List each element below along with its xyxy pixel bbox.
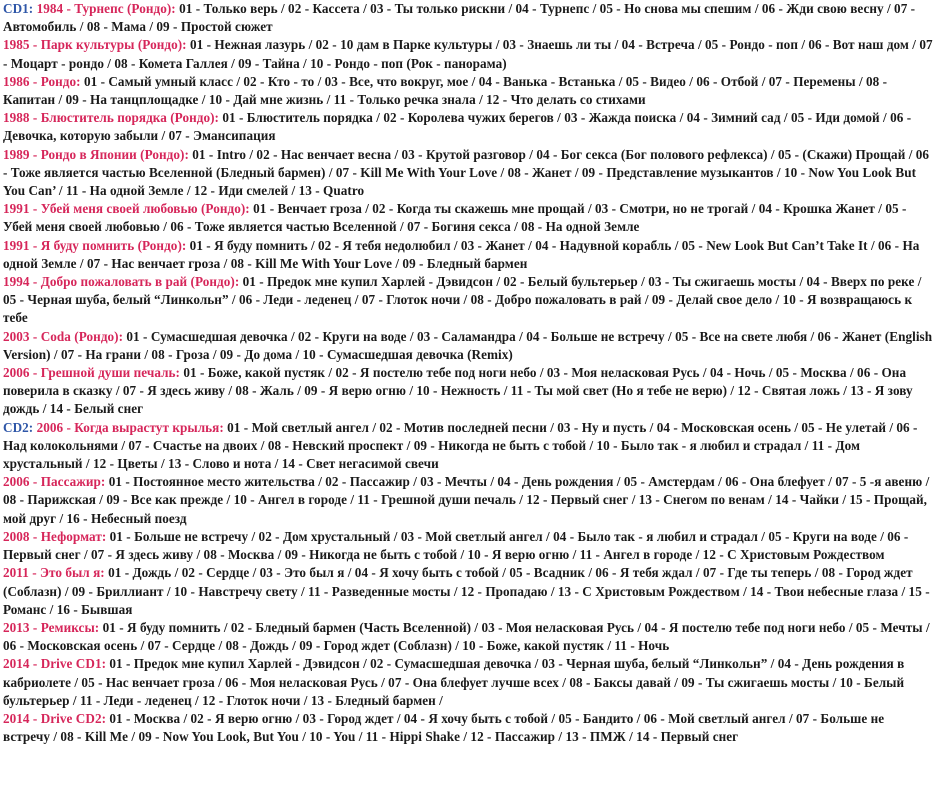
disc-label: CD1: bbox=[3, 1, 37, 16]
album-heading: 1986 - Рондо: bbox=[3, 73, 81, 89]
album-entry bbox=[3, 200, 934, 236]
album-entry bbox=[3, 528, 934, 564]
track-list: 01 - Блюститель порядка / 02 - Королева чужих берегов / 03 - Жажда поиска / 04 - Зимний сад / 05 - Иди домой / 06 - Девочка, которую забыли / 07 - Эмансипация bbox=[3, 110, 912, 144]
album-heading: 2011 - Это был я: bbox=[3, 565, 105, 581]
album-heading: 2014 - Drive CD1: bbox=[3, 656, 107, 672]
album-entry bbox=[3, 328, 934, 364]
album-heading: 1994 - Добро пожаловать в рай (Рондо): bbox=[3, 274, 240, 290]
track-list: 01 - Сумасшедшая девочка / 02 - Круги на воде / 03 - Саламандра / 04 - Больше не встречу / 05 - Все на свете любя / 06 - Жанет (English Version) / 07 - На грани / 08 - Гроза / 09 - До дома / 10 - Сумасшедшая девочка (Remix) bbox=[3, 328, 933, 362]
album-heading: 1991 - Я буду помнить (Рондо): bbox=[3, 237, 187, 253]
track-list: 01 - Постоянное место жительства / 02 - Пассажир / 03 - Мечты / 04 - День рождения / 05 - Амстердам / 06 - Она блефует / 07 - 5 -я авеню / 08 - Парижская / 09 - Все как прежде / 10 - Ангел в городе / 11 - Грешной души печаль / 12 - Первый снег / 13 - Снегом по венам / 14 - Чайки / 15 - Прощай, мой друг / 16 - Небесный поезд bbox=[3, 474, 930, 526]
album-entry bbox=[3, 419, 934, 474]
album-heading: 2008 - Неформат: bbox=[3, 528, 107, 544]
album-entry bbox=[3, 0, 934, 36]
track-list: 01 - Мой светлый ангел / 02 - Мотив последней песни / 03 - Ну и пусть / 04 - Московская осень / 05 - Не улетай / 06 - Над колокольнями / 07 - Счастье на двоих / 08 - Невский проспект / 09 - Никогда не быть с тобой / 10 - Было так - я любил и страдал / 11 - Дом хрустальный / 12 - Цветы / 13 - Слово и нота / 14 - Свет негасимой свечи bbox=[3, 419, 918, 472]
track-list: 01 - Больше не встречу / 02 - Дом хрустальный / 03 - Мой светлый ангел / 04 - Было так - я любил и страдал / 05 - Круги на воде / 06 - Первый снег / 07 - Я здесь живу / 08 - Москва / 09 - Никогда не быть с тобой / 10 - Я верю огню / 11 - Ангел в городе / 12 - С Христовым Рождеством bbox=[3, 528, 909, 563]
album-entry bbox=[3, 237, 934, 273]
album-heading: 2006 - Когда вырастут крылья: bbox=[36, 419, 224, 435]
track-list: 01 - Боже, какой пустяк / 02 - Я постелю тебе под ноги небо / 03 - Моя неласковая Русь / 04 - Ночь / 05 - Москва / 06 - Она поверила в сказку / 07 - Я здесь живу / 08 - Жаль / 09 - Я верю огню / 10 - Нежность / 11 - Ты мой свет (Но я тебе не верю) / 12 - Святая ложь / 13 - Я зову дождь / 14 - Белый снег bbox=[3, 365, 913, 417]
track-list: 01 - Нежная лазурь / 02 - 10 дам в Парке культуры / 03 - Знаешь ли ты / 04 - Встреча / 05 - Рондо - поп / 06 - Вот наш дом / 07 - Моцарт - рондо / 08 - Комета Галлея / 09 - Тайна / 10 - Рондо - поп (Рок - панорама) bbox=[3, 37, 933, 71]
album-entry bbox=[3, 710, 934, 746]
album-heading: 1989 - Рондо в Японии (Рондо): bbox=[3, 146, 189, 162]
album-heading: 1984 - Турнепс (Рондо): bbox=[36, 1, 176, 16]
album-entry bbox=[3, 273, 934, 328]
album-entry bbox=[3, 564, 934, 619]
track-list: 01 - Intro / 02 - Нас венчает весна / 03 - Крутой разговор / 04 - Бог секса (Бог полового рефлекса) / 05 - (Скажи) Прощай / 06 - Тоже является частью Вселенной (Бледный бармен) / 07 - Kill Me With Your Love / 08 - Жанет / 09 - Представление музыкантов / 10 - Now You Look But You Can’ / 11 - На одной Земле / 12 - Иди смелей / 13 - Quatro bbox=[3, 146, 930, 199]
album-entry bbox=[3, 109, 934, 145]
album-heading: 2014 - Drive CD2: bbox=[3, 710, 107, 726]
track-list: 01 - Я буду помнить / 02 - Я тебя недолюбил / 03 - Жанет / 04 - Надувной корабль / 05 - New Look But Can’t Take It / 06 - На одной Земле / 07 - Нас венчает гроза / 08 - Kill Me With Your Love / 09 - Бледный бармен bbox=[3, 237, 920, 271]
album-heading: 1988 - Блюститель порядка (Рондо): bbox=[3, 110, 219, 126]
track-list: 01 - Москва / 02 - Я верю огню / 03 - Город ждет / 04 - Я хочу быть с тобой / 05 - Бандито / 06 - Мой светлый ангел / 07 - Больше не встречу / 08 - Kill Me / 09 - Now You Look, But You / 10 - You / 11 - Hippi Shake / 12 - Пассажир / 13 - ПМЖ / 14 - Первый снег bbox=[3, 710, 885, 745]
album-heading: 2006 - Пассажир: bbox=[3, 474, 106, 490]
album-entry bbox=[3, 364, 934, 419]
track-list: 01 - Только верь / 02 - Кассета / 03 - Ты только рискни / 04 - Турнепс / 05 - Но снова мы спешим / 06 - Жди свою весну / 07 - Автомобиль / 08 - Мама / 09 - Простой сюжет bbox=[3, 1, 916, 35]
track-list: 01 - Предок мне купил Харлей - Дэвидсон / 02 - Сумасшедшая девочка / 03 - Черная шуба, белый “Линкольн” / 04 - День рождения в кабриолете / 05 - Нас венчает гроза / 06 - Моя неласковая Русь / 07 - Она блефует лучше всех / 08 - Баксы давай / 09 - Ты сжигаешь мосты / 10 - Белый бультерьер / 11 - Леди - леденец / 12 - Глоток ночи / 13 - Бледный бармен / bbox=[3, 656, 905, 708]
album-entry bbox=[3, 73, 934, 109]
track-list: 01 - Дождь / 02 - Сердце / 03 - Это был я / 04 - Я хочу быть с тобой / 05 - Всадник / 06 - Я тебя ждал / 07 - Где ты теперь / 08 - Город ждет (Соблазн) / 09 - Бриллиант / 10 - Навстречу свету / 11 - Разведенные мосты / 12 - Пропадаю / 13 - С Христовым Рождеством / 14 - Твои небесные глаза / 15 - Романс / 16 - Бывшая bbox=[3, 565, 930, 617]
album-heading: 2003 - Coda (Рондо): bbox=[3, 328, 124, 344]
album-heading: 1985 - Парк культуры (Рондо): bbox=[3, 37, 187, 53]
album-entry bbox=[3, 146, 934, 201]
album-entry bbox=[3, 655, 934, 710]
album-entry bbox=[3, 36, 934, 72]
album-entry bbox=[3, 473, 934, 528]
album-heading: 1991 - Убей меня своей любовью (Рондо): bbox=[3, 201, 250, 217]
album-entry bbox=[3, 619, 934, 655]
track-list: 01 - Я буду помнить / 02 - Бледный бармен (Часть Вселенной) / 03 - Моя неласковая Русь / 04 - Я постелю тебе под ноги небо / 05 - Мечты / 06 - Московская осень / 07 - Сердце / 08 - Дождь / 09 - Город ждет (Соблазн) / 10 - Боже, какой пустяк / 11 - Ночь bbox=[3, 619, 930, 654]
album-heading: 2006 - Грешной души печаль: bbox=[3, 365, 181, 381]
album-heading: 2013 - Ремиксы: bbox=[3, 619, 100, 635]
track-list: 01 - Предок мне купил Харлей - Дэвидсон / 02 - Белый бультерьер / 03 - Ты сжигаешь мосты / 04 - Вверх по реке / 05 - Черная шуба, белый “Линкольн” / 06 - Леди - леденец / 07 - Глоток ночи / 08 - Добро пожаловать в рай / 09 - Делай свое дело / 10 - Я возвращаюсь к тебе bbox=[3, 274, 922, 326]
disc-label: CD2: bbox=[3, 419, 37, 435]
track-list: 01 - Самый умный класс / 02 - Кто - то / 03 - Все, что вокруг, мое / 04 - Ванька - Встанька / 05 - Видео / 06 - Отбой / 07 - Перемены / 08 - Капитан / 09 - На танцплощадке / 10 - Дай мне жизнь / 11 - Только речка знала / 12 - Что делать со стихами bbox=[3, 73, 888, 108]
track-list: 01 - Венчает гроза / 02 - Когда ты скажешь мне прощай / 03 - Смотри, но не трогай / 04 - Крошка Жанет / 05 - Убей меня своей любовью / 06 - Тоже является частью Вселенной / 07 - Богиня секса / 08 - На одной Земле bbox=[3, 201, 907, 235]
